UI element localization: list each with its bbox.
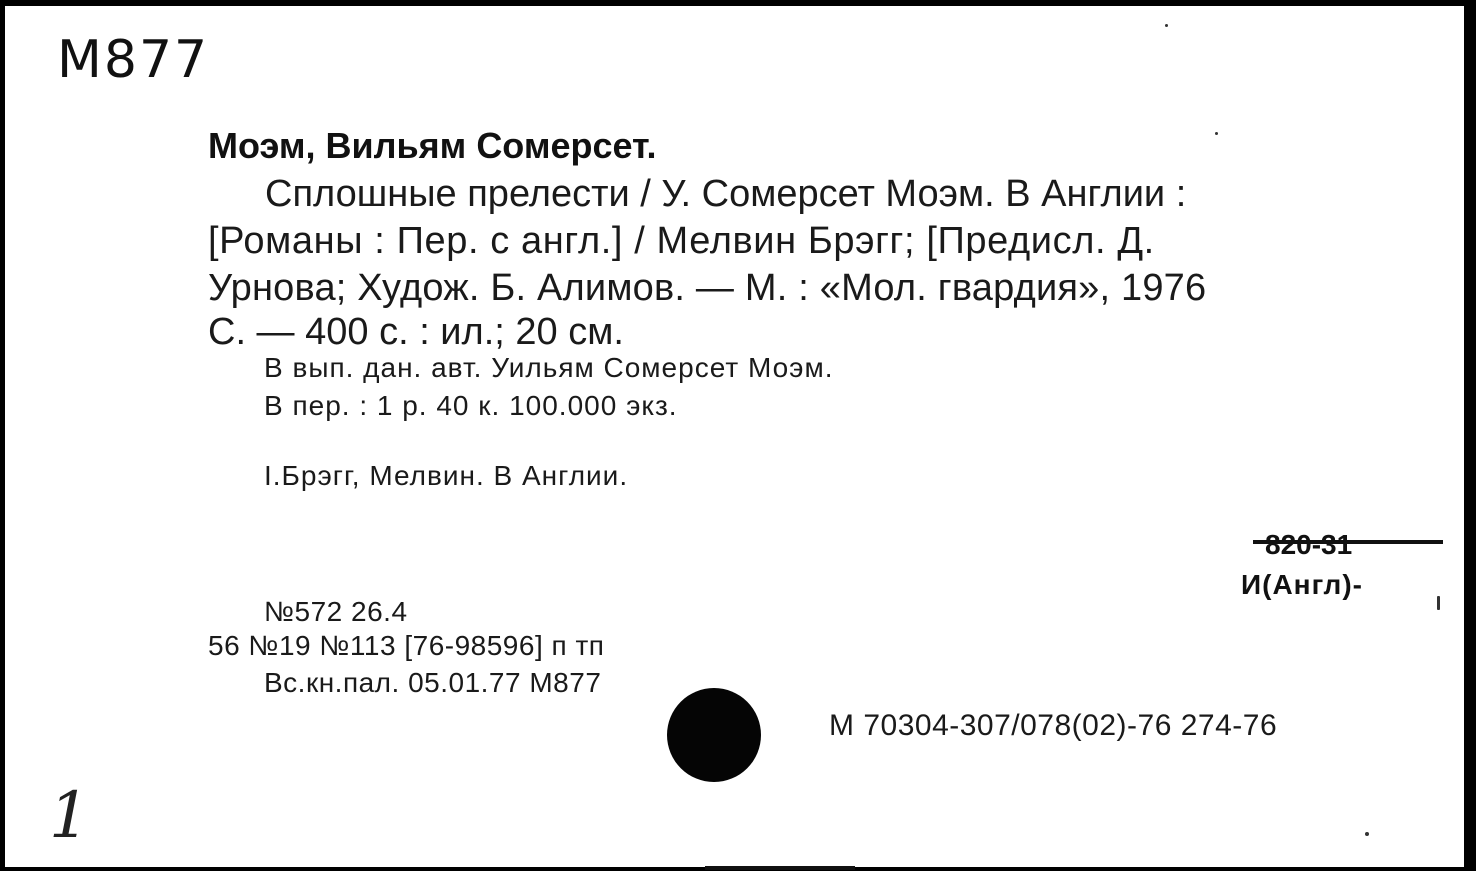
technical-line: 56 №19 №113 [76-98596] п тп: [208, 630, 605, 661]
note-line: В вып. дан. авт. Уильям Сомерсет Моэм.: [264, 352, 834, 383]
classification-code: 820-31: [1265, 529, 1353, 560]
description-line: Урнова; Худож. Б. Алимов. — М. : «Мол. гвардия», 1976: [208, 267, 1207, 309]
shelfmark: M877: [57, 30, 210, 90]
bottom-edge-mark: [705, 866, 855, 870]
ink-speck: [1437, 596, 1440, 610]
ink-speck: [1365, 832, 1369, 836]
ink-speck: [1165, 24, 1168, 27]
description-line: Сплошные прелести / У. Сомерсет Моэм. В Англии :: [265, 173, 1187, 215]
classification-label: И(Англ)-: [1241, 569, 1363, 600]
punch-hole: [667, 688, 761, 782]
technical-line: Вс.кн.пал. 05.01.77 М877: [264, 667, 602, 698]
ink-speck: [1215, 132, 1218, 135]
description-line: [Романы : Пер. с англ.] / Мелвин Брэгг; [Предисл. Д.: [208, 220, 1155, 262]
description-line: С. — 400 с. : ил.; 20 см.: [208, 311, 624, 353]
card-number: 1: [49, 779, 90, 853]
index-line: М 70304-307/078(02)-76 274-76: [829, 709, 1278, 742]
tracing-line: I.Брэгг, Мелвин. В Англии.: [264, 460, 629, 491]
note-line: В пер. : 1 р. 40 к. 100.000 экз.: [264, 390, 678, 421]
author-heading: Моэм, Вильям Сомерсет.: [208, 125, 657, 166]
technical-line: №572 26.4: [264, 596, 408, 627]
